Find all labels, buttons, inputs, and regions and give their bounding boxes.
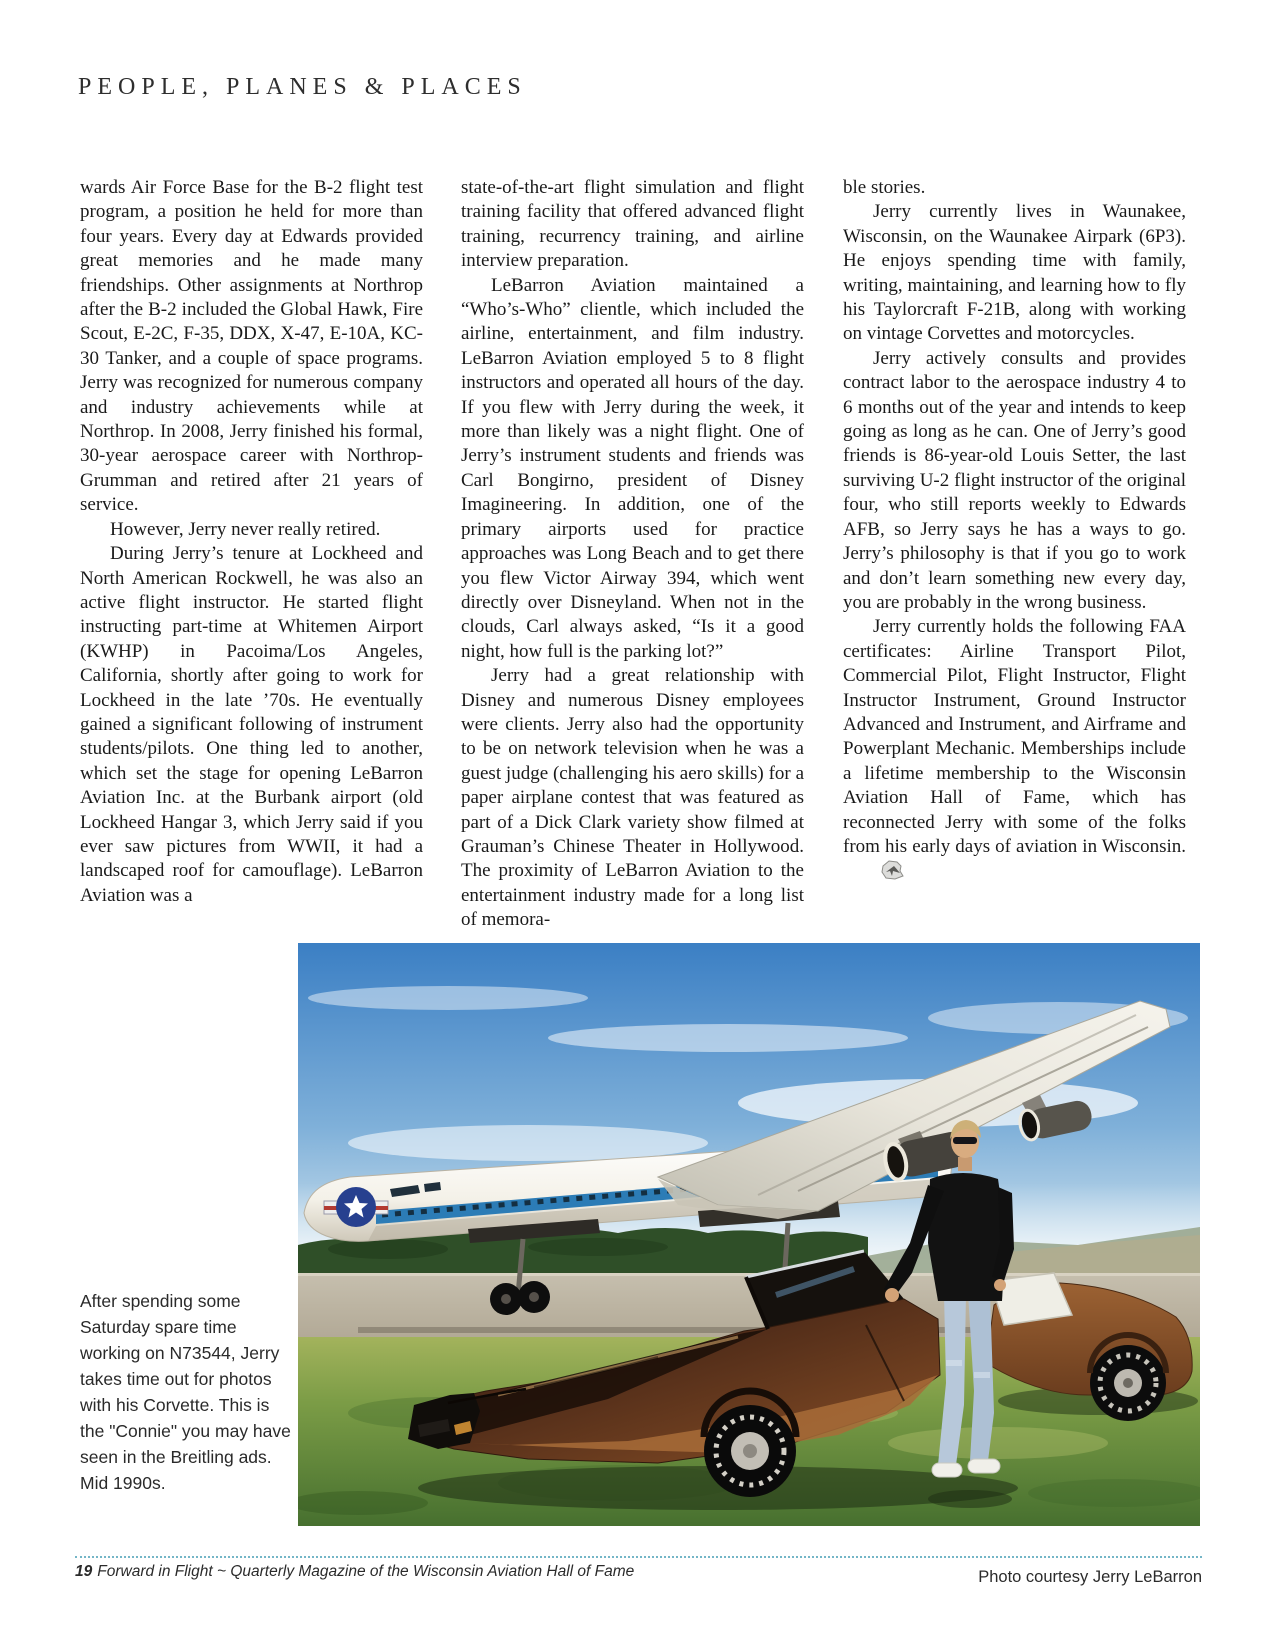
paragraph: During Jerry’s tenure at Lockheed and North American Rockwell, he was also an active flight instructor. He started flight instructing part-time at Whitemen Airport (KWHP) in Pacoima/Los Angeles, California, shortly after going to work for Lockheed in the late ’70s. He eventually gained a significant following of instrument students/pilots. One thing led to another, which set the stage for opening LeBarron Aviation Inc. at the Burbank airport (old Lockheed Hangar 3, which Jerry said if you ever saw pictures from WWII, it had a landscaped roof for camouflage). LeBarron Aviation was a	[80, 543, 423, 906]
footer-divider	[75, 1556, 1202, 1558]
end-of-article-icon	[850, 859, 906, 888]
text-column-3	[843, 176, 1186, 889]
paragraph: Jerry currently lives in Waunakee, Wisconsin, on the Waunakee Airpark (6P3). He enjoys spending time with family, writing, maintaining, and learning how to fly his Taylorcraft F-21B, along with working on vintage Corvettes and motorcycles.	[843, 201, 1186, 345]
photo-scene	[298, 943, 1200, 1526]
photo-caption: After spending some Saturday spare time working on N73544, Jerry takes time out for photos with his Corvette. This is the "Connie" you may have seen in the Breitling ads. Mid 1990s.	[80, 1291, 291, 1493]
paragraph: LeBarron Aviation maintained a “Who’s-Who” clientle, which included the airline, entertainment, and film industry. LeBarron Aviation employed 5 to 8 flight instructors and operated all hours of the day. If you flew with Jerry during the week, it more than likely was a night flight. One of Jerry’s instrument students and friends was Carl Bongirno, president of Disney Imagineering. In addition, one of the primary airports used for practice approaches was Long Beach and to get there you flew Victor Airway 394, which went directly over Disneyland. When not in the clouds, Carl always asked, “Is it a good night, how full is the parking lot?”	[461, 274, 804, 662]
front-wheel	[704, 1391, 796, 1497]
paragraph	[843, 615, 1186, 888]
rear-wheel	[1090, 1335, 1166, 1421]
paragraph: Jerry had a great relationship with Disney and numerous Disney employees were clients. Jerry also had the opportunity to be on network television when he was a guest judge (challenging his aero skills) for a paper airplane contest that was featured as part of a Dick Clark variety show filmed at Grauman’s Chinese Theater in Hollywood. The proximity of LeBarron Aviation to the entertainment industry made for a long list of memora-	[461, 665, 804, 931]
paragraph: state-of-the-art flight simulation and flight training facility that offered advanced flight training, recurrency training, and airline interview preparation.	[461, 177, 804, 272]
text-column-2	[461, 176, 804, 933]
paragraph: ble stories.	[843, 177, 926, 198]
page-number: 19	[75, 1563, 93, 1580]
paragraph: Jerry actively consults and provides contract labor to the aerospace industry 4 to 6 months out of the year and intends to keep going as long as he can. One of Jerry’s good friends is 86-year-old Louis Setter, the last surviving U-2 flight instructor of the original four, who still reports weekly to Edwards AFB, so Jerry says he has a ways to go. Jerry’s philosophy is that if you go to work and don’t learn something new every day, you are probably in the wrong business.	[843, 347, 1186, 613]
sunglasses	[953, 1137, 977, 1144]
paragraph: However, Jerry never really retired.	[110, 518, 381, 540]
photo-credit: Photo courtesy Jerry LeBarron	[978, 1568, 1202, 1586]
article-photo	[298, 943, 1200, 1526]
magazine-title-line: Forward in Flight ~ Quarterly Magazine of the Wisconsin Aviation Hall of Fame	[97, 1563, 635, 1580]
text-column-1	[80, 176, 423, 908]
paragraph-text: Jerry currently holds the following FAA certificates: Airline Transport Pilot, Commercial Pilot, Flight Instructor, Flight Instructor Instrument, Ground Instructor Advanced and Instrument, and Airframe and Powerplant Mechanic. Memberships include a lifetime membership to the Wisconsin Aviation Hall of Fame, which has reconnected Jerry with some of the folks from his early days of aviation in Wisconsin.	[843, 616, 1186, 857]
page-title: PEOPLE, PLANES & PLACES	[78, 74, 527, 100]
paragraph: wards Air Force Base for the B-2 flight test program, a position he held for more than four years. Every day at Edwards provided great memories and he made many friendships. Other assignments at Northrop after the B-2 included the Global Hawk, Fire Scout, E-2C, F-35, DDX, X-47, E-10A, KC-30 Tanker, and a couple of space programs. Jerry was recognized for numerous company and industry achievements while at Northrop. In 2008, Jerry finished his formal, 30-year aerospace career with Northrop-Grumman and retired after 21 years of service.	[80, 177, 423, 516]
